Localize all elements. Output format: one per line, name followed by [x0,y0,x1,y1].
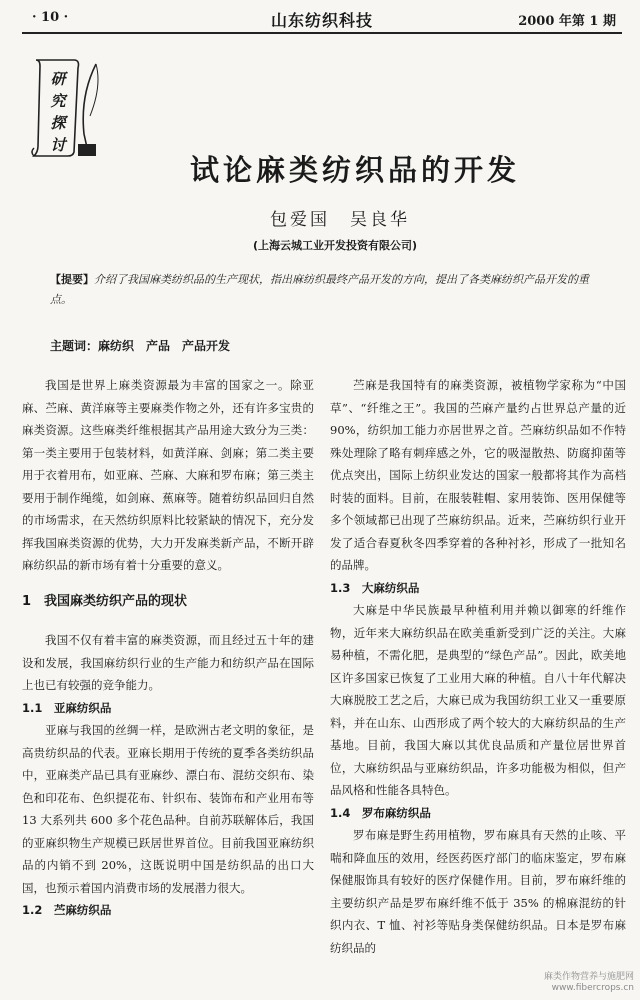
author-affiliation: (上海云城工业开发投资有限公司) [252,239,418,252]
badge-char: 究 [50,92,66,110]
watermark-line: 麻类作物营养与施肥网 [543,972,634,982]
abstract-tag: 【提要】 [50,273,94,286]
body-paragraph: 亚麻与我国的丝绸一样，是欧洲古老文明的象征，是高贵纺织品的代表。亚麻长期用于传统的夏季各类纺织品中，亚麻类产品已具有亚麻纱、漂白布、混纺交织布、染色和印花布、色织提花布、针织布、装饰布和产业用布等 13 大系列共 600 多个花色品种。自前苏联解体后，我国的亚麻织物生产规模已跃居世界首位。目前我国亚麻纺织品的内销不到 20%，这既说明中国是纺织品的出口大国，也预示着国内消费市场的发展潜力很大。 [22,723,314,895]
keywords-label: 主题词： [50,339,99,353]
subsection-heading: 1.3 大麻纺织品 [330,580,420,595]
section-heading: 1 我国麻类纺织产品的现状 [22,593,188,609]
issue-label: 2000 年第 1 期 [518,14,616,29]
keyword: 产品 [146,339,171,353]
abstract [50,270,600,310]
keyword: 麻纺织 [98,339,135,353]
subsection-heading: 1.2 苎麻纺织品 [22,903,112,917]
intro-paragraph: 我国是世界上麻类资源最为丰富的国家之一。除亚麻、苎麻、黄洋麻等主要麻类作物之外，还有许多宝贵的麻类资源。这些麻类纤维根据其产品用途大致分为三类：第一类主要用于包装材料，如黄洋麻、剑麻；第二类主要用于衣着用布，如亚麻、苎麻、大麻和罗布麻；第三类主要用于制作绳缆，如剑麻、蕉麻等。随着纺织品回归自然的市场需求，在天然纺织原料比较紧缺的情况下，充分发挥我国麻类资源的优势，大力开发麻类新产品，不断开辟麻纺织品的新市场有着十分重要的意义。 [22,378,314,572]
right-column [330,374,626,959]
body-paragraph: 罗布麻是野生药用植物，罗布麻具有天然的止咳、平喘和降血压的效用，经医药医疗部门的临床鉴定，罗布麻保健服饰具有较好的医疗保健作用。目前，罗布麻纤维的主要纺织产品是罗布麻纤维不低于 35% 的棉麻混纺的针织内衣、T 恤、衬衫等贴身类保健纺织品。日本是罗布麻纺织品的 [330,828,626,955]
article-title: 试论麻类纺织品的开发 [189,153,520,187]
keywords [50,337,242,354]
keyword: 产品开发 [182,339,231,353]
watermark [544,972,634,994]
body-paragraph: 苎麻是我国特有的麻类资源，被植物学家称为“中国草”、“纤维之王”。我国的苎麻产量约占世界总产量的近 90%，纺织加工能力亦居世界之首。苎麻纺织品如不作特殊处理除了略有刺痒感之外，它的吸湿散热、防腐抑菌等优点突出，国际上纺织业发达的国家一般都将其作为高档时装的面料。目前，在服装鞋帽、家用装饰、医用保健等多个领域都已出现了苎麻纺织品。近来，苎麻纺织行业开发了适合春夏秋冬四季穿着的各种衬衫，形成了一批知名的品牌。 [330,378,626,572]
badge-char: 研 [50,70,66,88]
running-header [22,6,622,34]
subsection-heading: 1.4 罗布麻纺织品 [330,805,431,820]
journal-name: 山东纺织科技 [270,11,373,30]
article-authors: 包爱国 吴良华 [270,210,410,230]
left-column [22,374,314,922]
section-badge [30,56,102,160]
body-paragraph: 我国不仅有着丰富的麻类资源，而且经过五十年的建设和发展，我国麻纺织行业的生产能力和纺织产品在国际上也已有较强的竞争能力。 [22,633,314,692]
body-paragraph: 大麻是中华民族最早种植利用并赖以御寒的纤维作物，近年来大麻纺织品在欧美重新受到广泛的关注。大麻易种植，不需化肥，是典型的“绿色产品”。因此，欧美地区许多国家已恢复了工业用大麻的种植。自八十年代解决大麻脱胶工艺之后，大麻已成为我国纺织工业又一重要原料，并在山东、山西形成了两个较大的大麻纺织品的生产基地。目前，我国大麻以其优良品质和产量位居世界首位，大麻纺织品与亚麻纺织品，许多功能极为相似，但产品风格和性能各具特色。 [330,603,626,797]
page-number: · 10 · [32,10,69,25]
badge-char: 探 [50,114,66,132]
subsection-heading: 1.1 亚麻纺织品 [22,700,112,715]
watermark-line: www.fibercrops.cn [551,983,634,993]
abstract-text: 介绍了我国麻类纺织品的生产现状，指出麻纺织最终产品开发的方向，提出了各类麻纺织产品开发的重点。 [50,273,589,306]
badge-char: 讨 [50,136,66,154]
